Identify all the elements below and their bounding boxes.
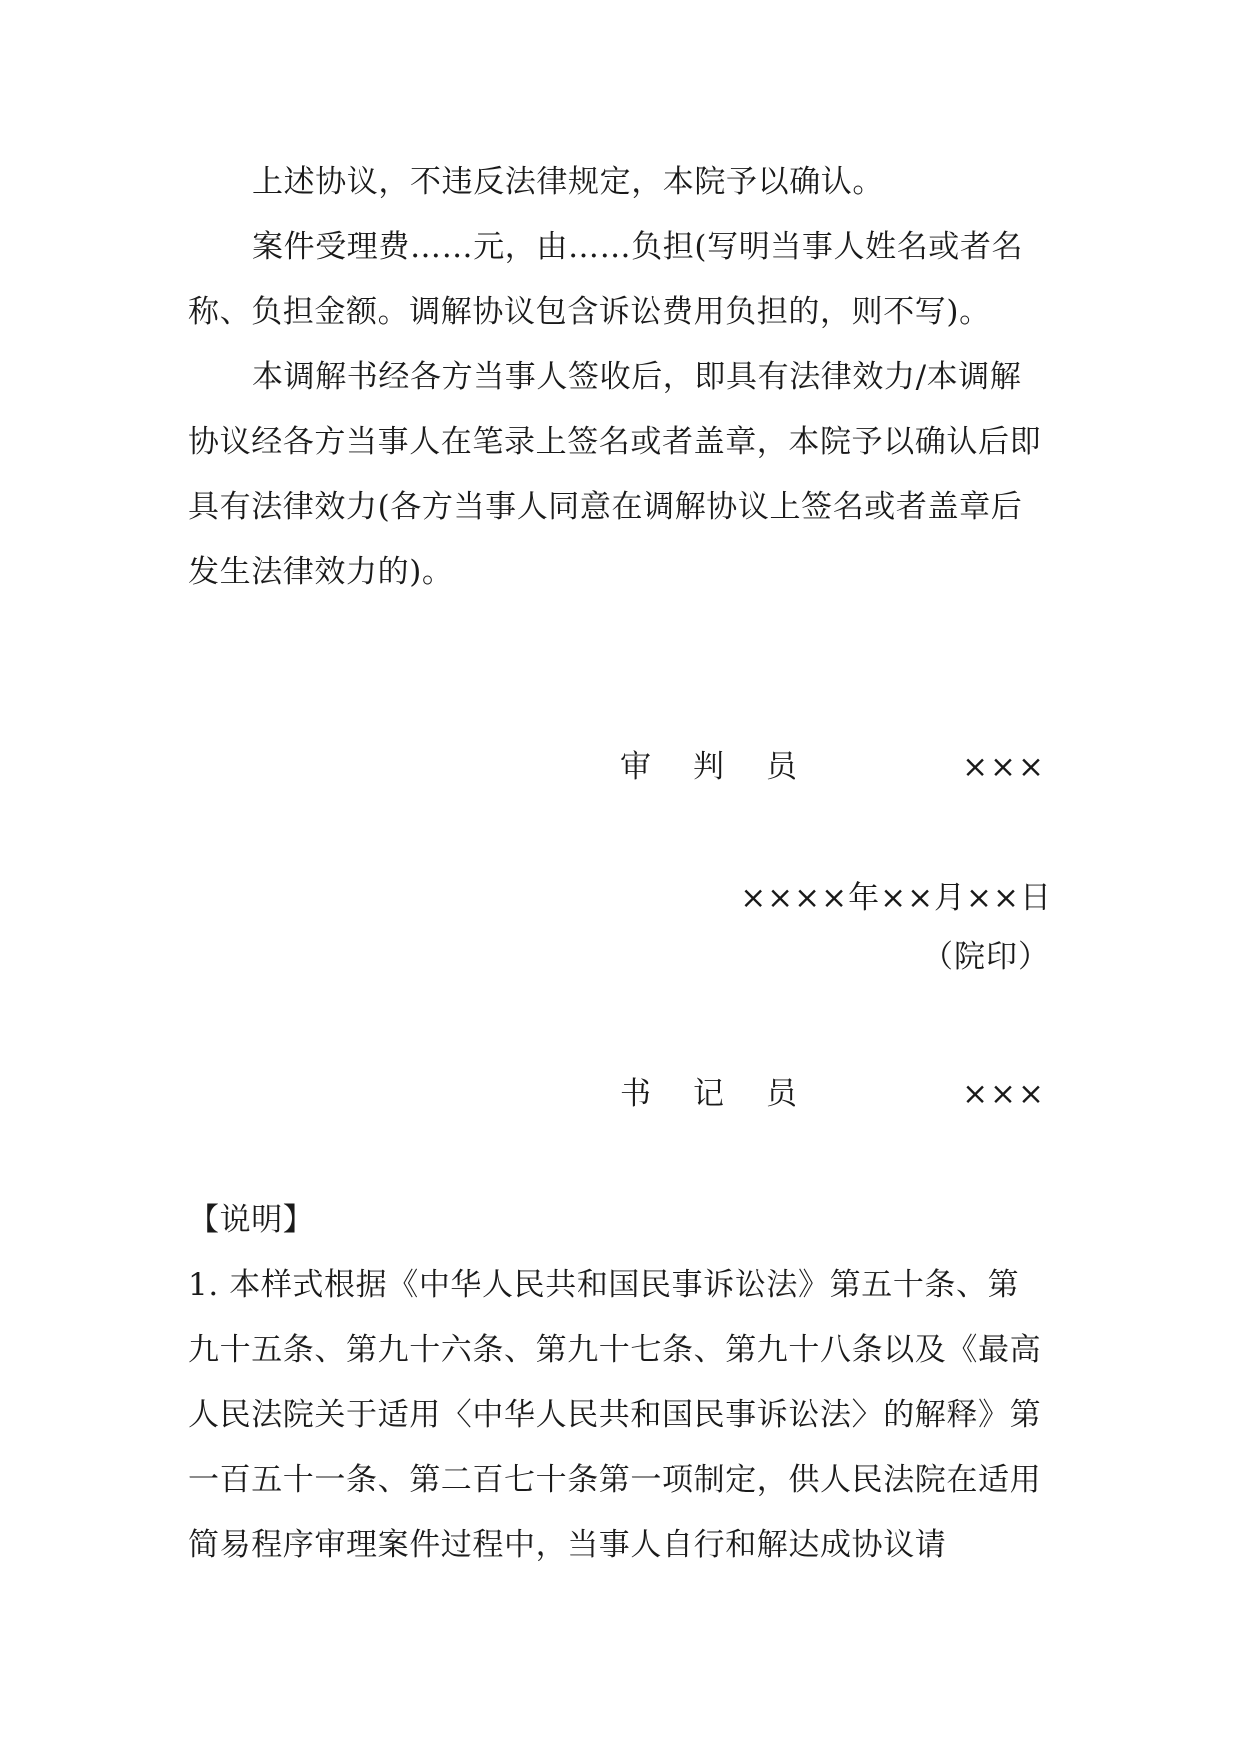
judge-role-label: 审判员 xyxy=(620,749,839,785)
paragraph-legal-effect: 本调解书经各方当事人签收后，即具有法律效力/本调解协议经各方当事人在笔录上签名或者盖章，本院予以确认后即具有法律效力(各方当事人同意在调解协议上签名或者盖章后发生法律效力的)。 xyxy=(188,359,1042,590)
judge-signature-line xyxy=(600,742,1050,792)
document-date: ××××年××月××日 xyxy=(740,880,1052,916)
clerk-name: ××× xyxy=(962,1076,1046,1112)
notes-heading: 【说明】 xyxy=(188,1202,315,1238)
clerk-signature-line xyxy=(600,1069,1050,1119)
notes-item: 1. 本样式根据《中华人民共和国民事诉讼法》第五十条、第九十五条、第九十六条、第九十七条、第九十八条以及《最高人民法院关于适用〈中华人民共和国民事诉讼法〉的解释》第一百五十一条、第二百七十条第一项制定，供人民法院在适用简易程序审理案件过程中，当事人自行和解达成协议请 xyxy=(188,1267,1042,1563)
court-seal-label: （院印） xyxy=(922,939,1050,975)
paragraph-confirmation: 上述协议，不违反法律规定，本院予以确认。 xyxy=(252,164,884,200)
notes-section xyxy=(188,1188,1050,1578)
judge-name: ××× xyxy=(962,749,1046,785)
paragraph-case-fee: 案件受理费……元，由……负担(写明当事人姓名或者名称、负担金额。调解协议包含诉讼费用负担的，则不写)。 xyxy=(188,229,1024,330)
clerk-role-label: 书记员 xyxy=(620,1076,839,1112)
mediation-body xyxy=(188,150,1050,605)
